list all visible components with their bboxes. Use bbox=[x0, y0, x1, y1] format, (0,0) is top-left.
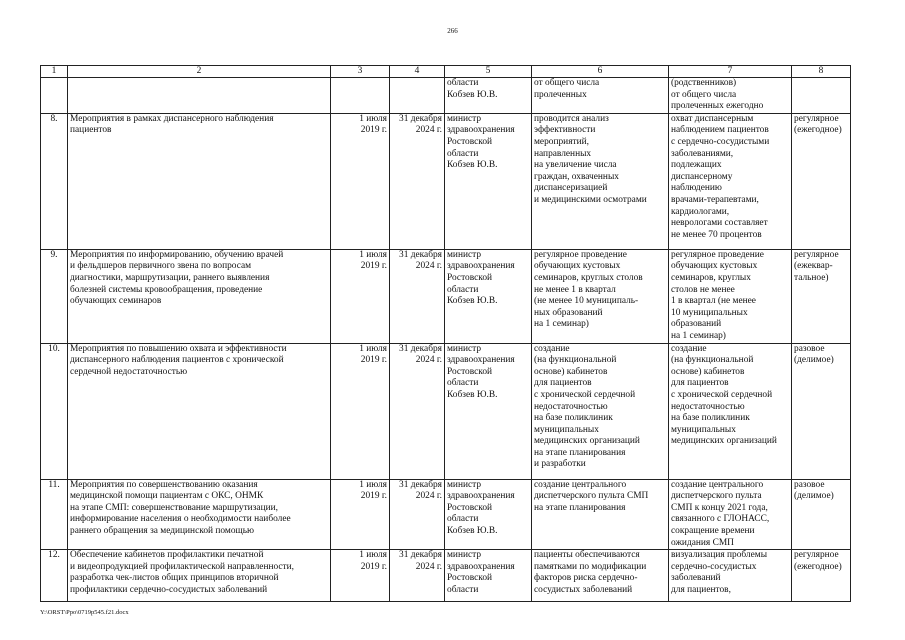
cell-line: (родственников) bbox=[671, 78, 737, 88]
cell-line: заболеваниями, bbox=[671, 148, 734, 159]
executor-cell bbox=[445, 343, 532, 479]
column-number: 4 bbox=[390, 66, 445, 78]
cell-line: области bbox=[447, 514, 479, 525]
cell-line: здравоохранения bbox=[447, 355, 515, 366]
cell-line: эффективности bbox=[534, 125, 596, 136]
start-date-cell bbox=[331, 78, 390, 114]
result-cell bbox=[669, 113, 792, 249]
cell-line: наблюдением пациентов bbox=[671, 125, 769, 136]
cell-line: недостаточностью bbox=[534, 401, 608, 412]
cell-line: направленных bbox=[534, 148, 592, 159]
indicator-cell bbox=[532, 479, 669, 550]
cell-line: диспетчерского пульта СМП bbox=[534, 491, 649, 502]
cell-line: 1 июля bbox=[359, 249, 387, 260]
cell-line: сердечной недостаточностью bbox=[70, 366, 188, 377]
cell-line: 2024 г. bbox=[415, 491, 442, 502]
cell-line: обучающих семинаров bbox=[70, 296, 162, 307]
cell-line: разовое bbox=[794, 343, 825, 354]
cell-line: столов не менее bbox=[671, 284, 735, 295]
cell-line: от общего числа bbox=[534, 78, 600, 88]
cell-line: 1 июля bbox=[359, 113, 387, 124]
cell-line: Кобзев Ю.В. bbox=[447, 160, 498, 171]
cell-line: образований bbox=[671, 319, 722, 330]
cell-line: 31 декабря bbox=[399, 249, 442, 260]
end-date-cell bbox=[390, 550, 445, 602]
event-cell bbox=[68, 479, 331, 550]
column-number: 1 bbox=[41, 66, 68, 78]
cell-line: с хронической сердечной bbox=[671, 389, 773, 400]
cell-line: 2024 г. bbox=[415, 355, 442, 366]
cell-line: (не менее 10 муниципаль- bbox=[534, 296, 639, 307]
cell-line: медицинских организаций bbox=[671, 436, 777, 447]
periodicity-cell bbox=[792, 113, 851, 249]
cell-line: министр bbox=[447, 249, 482, 260]
cell-line: диспетчерского пульта bbox=[671, 491, 762, 502]
cell-line: здравоохранения bbox=[447, 261, 515, 272]
cell-line: сердечно-сосудистых bbox=[671, 561, 757, 572]
column-number: 8 bbox=[792, 66, 851, 78]
result-cell bbox=[669, 479, 792, 550]
cell-line: информирование населения о необходимости наиболее bbox=[70, 514, 291, 525]
indicator-cell bbox=[532, 249, 669, 343]
cell-line: основе) кабинетов bbox=[534, 366, 608, 377]
executor-cell bbox=[445, 550, 532, 602]
event-cell bbox=[68, 78, 331, 114]
cell-line: на этапе планирования bbox=[534, 502, 626, 513]
cell-line: разовое bbox=[794, 479, 825, 490]
cell-line: Мероприятия по совершенствованию оказания bbox=[70, 479, 258, 490]
end-date-cell bbox=[390, 113, 445, 249]
cell-line: граждан, охваченных bbox=[534, 171, 619, 182]
cell-line: семинаров, круглых bbox=[671, 272, 751, 283]
cell-line: на 1 семинар) bbox=[534, 319, 589, 330]
cell-line: Кобзев Ю.В. bbox=[447, 525, 498, 536]
cell-line: на этапе СМП: совершенствование маршрутизации, bbox=[70, 502, 278, 513]
column-number: 3 bbox=[331, 66, 390, 78]
cell-line: регулярное bbox=[794, 249, 839, 260]
column-number: 5 bbox=[445, 66, 532, 78]
cell-line: 2024 г. bbox=[415, 561, 442, 572]
column-number: 7 bbox=[669, 66, 792, 78]
cell-line: Мероприятия по информированию, обучению врачей bbox=[70, 249, 284, 260]
cell-line: болезней системы кровообращения, проведение bbox=[70, 284, 263, 295]
cell-line: диагностики, маршрутизации, раннего выявления bbox=[70, 272, 270, 283]
table-row bbox=[41, 249, 851, 343]
indicator-cell bbox=[532, 343, 669, 479]
cell-line: на базе поликлиник bbox=[534, 413, 613, 424]
cell-line: тальное) bbox=[794, 272, 829, 283]
cell-line: Ростовской bbox=[447, 136, 493, 147]
cell-line: охват диспансерным bbox=[671, 113, 754, 124]
cell-line: семинаров, круглых столов bbox=[534, 272, 643, 283]
cell-line: не менее 70 процентов bbox=[671, 229, 762, 240]
cell-line: для пациентов bbox=[534, 378, 592, 389]
cell-line: (ежегодное) bbox=[794, 125, 842, 136]
cell-line: диспансеризацией bbox=[534, 183, 608, 194]
executor-cell bbox=[445, 78, 532, 114]
cell-line: медицинских организаций bbox=[534, 436, 640, 447]
cell-line: министр bbox=[447, 343, 482, 354]
cell-line: 1 июля bbox=[359, 343, 387, 354]
cell-line: регулярное проведение bbox=[534, 249, 627, 260]
cell-line: от общего числа bbox=[671, 89, 737, 100]
cell-line: разработка чек-листов общих принципов вторичной bbox=[70, 573, 279, 584]
cell-line: Ростовской bbox=[447, 272, 493, 283]
table-row bbox=[41, 550, 851, 602]
result-cell bbox=[669, 78, 792, 114]
cell-line: (ежегодное) bbox=[794, 561, 842, 572]
cell-line: заболеваний bbox=[671, 573, 721, 584]
start-date-cell bbox=[331, 343, 390, 479]
cell-line: диспансерному bbox=[671, 171, 733, 182]
cell-line: с сердечно-сосудистыми bbox=[671, 136, 770, 147]
cell-line: СМП к концу 2021 года, bbox=[671, 502, 768, 513]
cell-line: ных образований bbox=[534, 307, 603, 318]
cell-line: области bbox=[447, 78, 479, 88]
cell-line: врачами-терапевтами, bbox=[671, 194, 759, 205]
cell-line: на базе поликлиник bbox=[671, 413, 750, 424]
cell-line: на 1 семинар) bbox=[671, 330, 726, 341]
cell-line: и видеопродукцией профилактической направленности, bbox=[70, 561, 295, 572]
cell-line: недостаточностью bbox=[671, 401, 745, 412]
cell-line: регулярное проведение bbox=[671, 249, 764, 260]
cell-line: не менее 1 в квартал bbox=[534, 284, 616, 295]
start-date-cell bbox=[331, 479, 390, 550]
cell-line: муниципальных bbox=[671, 424, 736, 435]
cell-line: здравоохранения bbox=[447, 491, 515, 502]
page-number: 266 bbox=[447, 27, 458, 35]
indicator-cell bbox=[532, 113, 669, 249]
cell-line: создание центрального bbox=[534, 479, 627, 490]
cell-line: создание bbox=[671, 343, 707, 354]
cell-line: 2024 г. bbox=[415, 261, 442, 272]
cell-line: обучающих кустовых bbox=[671, 261, 758, 272]
cell-line: и фельдшеров первичного звена по вопросам bbox=[70, 261, 252, 272]
end-date-cell bbox=[390, 479, 445, 550]
measures-table bbox=[40, 65, 851, 602]
cell-line: памятками по модификации bbox=[534, 561, 647, 572]
cell-line: министр bbox=[447, 113, 482, 124]
periodicity-cell bbox=[792, 343, 851, 479]
cell-line: области bbox=[447, 148, 479, 159]
executor-cell bbox=[445, 479, 532, 550]
row-number-cell bbox=[41, 78, 68, 114]
start-date-cell bbox=[331, 113, 390, 249]
table-row bbox=[41, 113, 851, 249]
cell-line: мероприятий, bbox=[534, 136, 589, 147]
cell-line: Ростовской bbox=[447, 573, 493, 584]
result-cell bbox=[669, 550, 792, 602]
cell-line: кардиологами, bbox=[671, 206, 730, 217]
cell-line: области bbox=[447, 378, 479, 389]
result-cell bbox=[669, 343, 792, 479]
cell-line: регулярное bbox=[794, 113, 839, 124]
cell-line: сосудистых заболеваний bbox=[534, 584, 633, 595]
cell-line: Ростовской bbox=[447, 366, 493, 377]
cell-line: Мероприятия в рамках диспансерного наблюдения bbox=[70, 113, 274, 124]
cell-line: (ежеквар- bbox=[794, 261, 833, 272]
cell-line: визуализация проблемы bbox=[671, 550, 768, 561]
cell-line: наблюдению bbox=[671, 183, 722, 194]
row-number-cell: 11. bbox=[41, 479, 68, 550]
result-cell bbox=[669, 249, 792, 343]
cell-line: пролеченных bbox=[534, 89, 587, 100]
cell-line: министр bbox=[447, 479, 482, 490]
cell-line: здравоохранения bbox=[447, 125, 515, 136]
cell-line: проводится анализ bbox=[534, 113, 609, 124]
event-cell bbox=[68, 113, 331, 249]
cell-line: муниципальных bbox=[534, 424, 599, 435]
cell-line: 2019 г. bbox=[360, 491, 387, 502]
row-number-cell: 9. bbox=[41, 249, 68, 343]
cell-line: области bbox=[447, 284, 479, 295]
cell-line: с хронической сердечной bbox=[534, 389, 636, 400]
cell-line: на этапе планирования bbox=[534, 447, 626, 458]
periodicity-cell bbox=[792, 249, 851, 343]
start-date-cell bbox=[331, 249, 390, 343]
cell-line: Мероприятия по повышению охвата и эффективности bbox=[70, 343, 287, 354]
column-number: 2 bbox=[68, 66, 331, 78]
cell-line: 31 декабря bbox=[399, 113, 442, 124]
event-cell bbox=[68, 249, 331, 343]
table-row bbox=[41, 479, 851, 550]
end-date-cell bbox=[390, 343, 445, 479]
cell-line: для пациентов, bbox=[671, 584, 731, 595]
executor-cell bbox=[445, 113, 532, 249]
cell-line: и медицинскими осмотрами bbox=[534, 194, 647, 205]
cell-line: (на функциональной bbox=[671, 355, 754, 366]
executor-cell bbox=[445, 249, 532, 343]
cell-line: основе) кабинетов bbox=[671, 366, 745, 377]
cell-line: 2019 г. bbox=[360, 125, 387, 136]
cell-line: на увеличение числа bbox=[534, 160, 617, 171]
cell-line: пациентов bbox=[70, 125, 112, 136]
cell-line: Кобзев Ю.В. bbox=[447, 296, 498, 307]
cell-line: связанного с ГЛОНАСС, bbox=[671, 514, 770, 525]
footer-file-path: Y:\ORST\Ppo\0719p545.f21.docx bbox=[40, 609, 129, 616]
table-row bbox=[41, 78, 851, 114]
cell-line: 31 декабря bbox=[399, 550, 442, 561]
cell-line: диспансерного наблюдения пациентов с хронической bbox=[70, 355, 284, 366]
cell-line: создание bbox=[534, 343, 570, 354]
cell-line: 31 декабря bbox=[399, 343, 442, 354]
column-number-row bbox=[41, 66, 851, 78]
cell-line: 1 июля bbox=[359, 550, 387, 561]
event-cell bbox=[68, 343, 331, 479]
indicator-cell bbox=[532, 78, 669, 114]
cell-line: ожидания СМП bbox=[671, 537, 734, 548]
cell-line: здравоохранения bbox=[447, 561, 515, 572]
end-date-cell bbox=[390, 78, 445, 114]
cell-line: сокращение времени bbox=[671, 525, 755, 536]
cell-line: области bbox=[447, 584, 479, 595]
cell-line: 2019 г. bbox=[360, 261, 387, 272]
cell-line: регулярное bbox=[794, 550, 839, 561]
cell-line: и разработки bbox=[534, 459, 586, 470]
cell-line: Обеспечение кабинетов профилактики печатной bbox=[70, 550, 264, 561]
end-date-cell bbox=[390, 249, 445, 343]
cell-line: 2019 г. bbox=[360, 355, 387, 366]
cell-line: 1 в квартал (не менее bbox=[671, 296, 756, 307]
cell-line: министр bbox=[447, 550, 482, 561]
cell-line: (на функциональной bbox=[534, 355, 617, 366]
table-row bbox=[41, 343, 851, 479]
cell-line: неврологами составляет bbox=[671, 218, 768, 229]
cell-line: 2024 г. bbox=[415, 125, 442, 136]
cell-line: Ростовской bbox=[447, 502, 493, 513]
cell-line: 10 муниципальных bbox=[671, 307, 748, 318]
cell-line: раннего обращения за медицинской помощью bbox=[70, 525, 255, 536]
cell-line: (делимое) bbox=[794, 355, 834, 366]
cell-line: пациенты обеспечиваются bbox=[534, 550, 640, 561]
cell-line: для пациентов bbox=[671, 378, 729, 389]
cell-line: 1 июля bbox=[359, 479, 387, 490]
event-cell bbox=[68, 550, 331, 602]
row-number-cell: 12. bbox=[41, 550, 68, 602]
periodicity-cell bbox=[792, 78, 851, 114]
start-date-cell bbox=[331, 550, 390, 602]
row-number-cell: 8. bbox=[41, 113, 68, 249]
cell-line: обучающих кустовых bbox=[534, 261, 621, 272]
row-number-cell: 10. bbox=[41, 343, 68, 479]
cell-line: Кобзев Ю.В. bbox=[447, 89, 498, 100]
cell-line: создание центрального bbox=[671, 479, 764, 490]
indicator-cell bbox=[532, 550, 669, 602]
column-number: 6 bbox=[532, 66, 669, 78]
cell-line: подлежащих bbox=[671, 160, 722, 171]
cell-line: (делимое) bbox=[794, 491, 834, 502]
periodicity-cell bbox=[792, 479, 851, 550]
cell-line: факторов риска сердечно- bbox=[534, 573, 638, 584]
periodicity-cell bbox=[792, 550, 851, 602]
cell-line: 2019 г. bbox=[360, 561, 387, 572]
cell-line: пролеченных ежегодно bbox=[671, 101, 764, 112]
cell-line: медицинской помощи пациентам с ОКС, ОНМК bbox=[70, 491, 264, 502]
cell-line: профилактики сердечно-сосудистых заболеваний bbox=[70, 584, 268, 595]
cell-line: 31 декабря bbox=[399, 479, 442, 490]
cell-line: Кобзев Ю.В. bbox=[447, 389, 498, 400]
